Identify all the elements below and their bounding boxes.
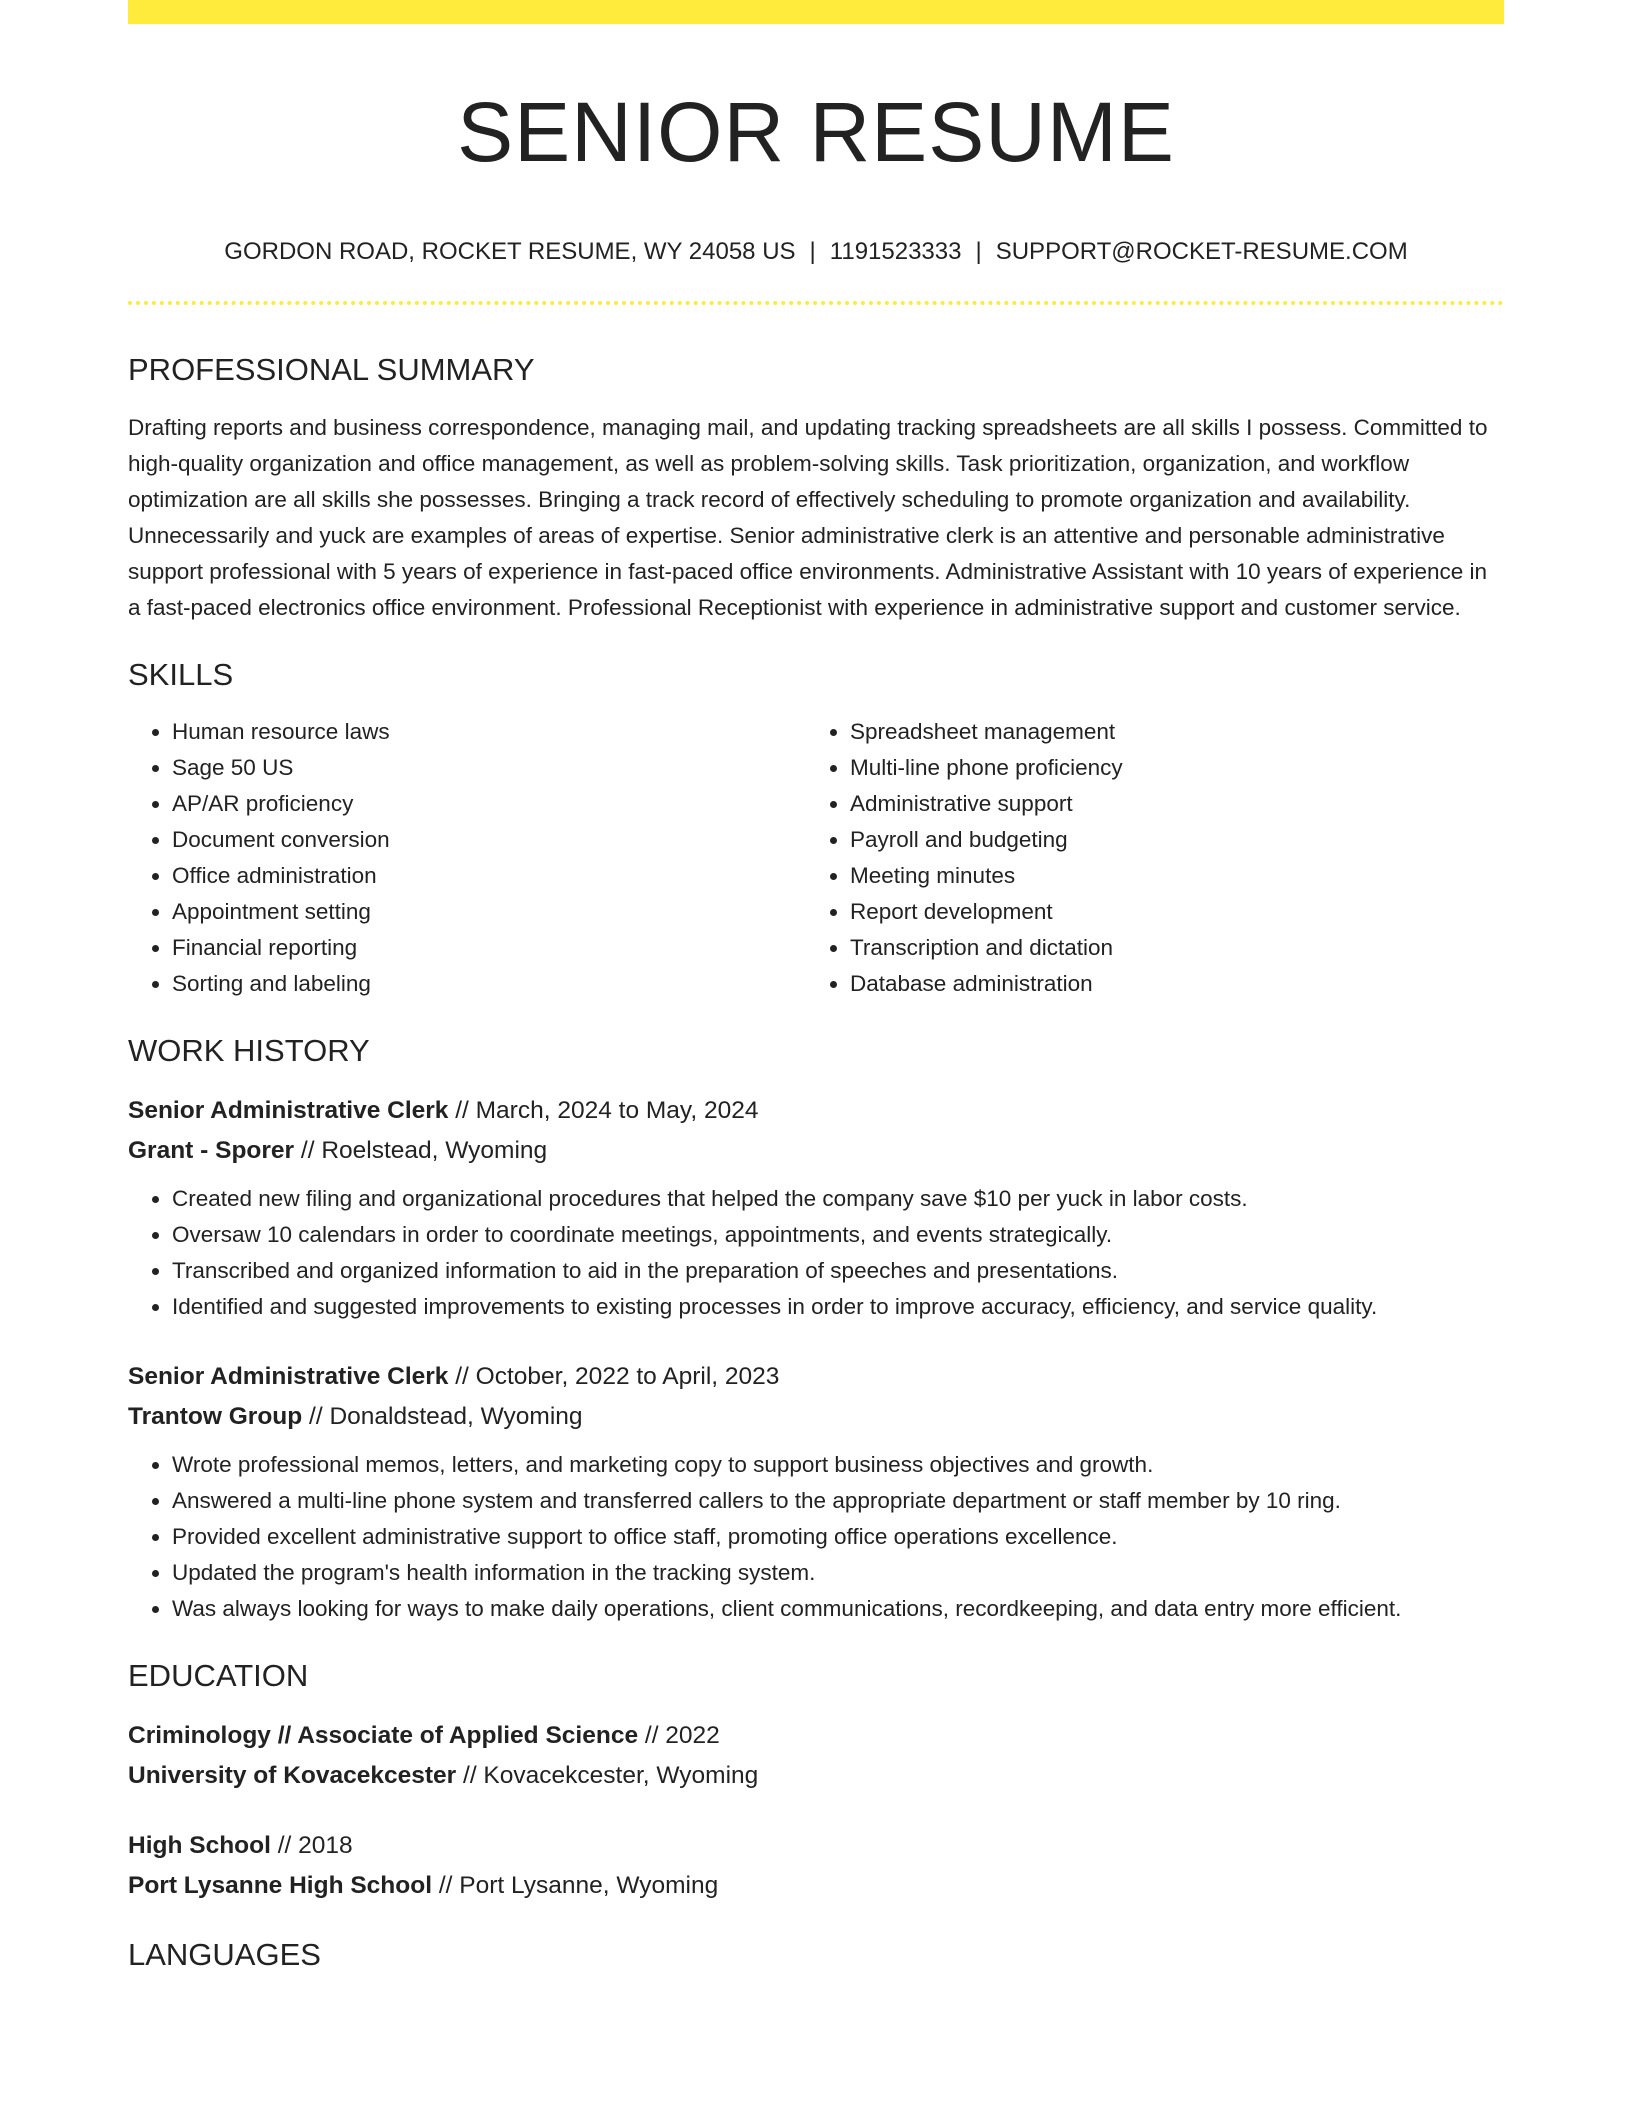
- dotted-divider: [128, 301, 1504, 305]
- resume-name: SENIOR RESUME: [457, 85, 1175, 179]
- education-school-line: [128, 1866, 1504, 1906]
- job-position: Senior Administrative Clerk: [128, 1362, 449, 1390]
- job-bullet: • Transcribed and organized information to aid in the preparation of speeches and presentations.: [172, 1253, 1504, 1289]
- contact-line: [128, 238, 1504, 267]
- job-location: // Donaldstead, Wyoming: [302, 1402, 583, 1430]
- skills-heading: SKILLS: [128, 657, 234, 693]
- skill-item: • Payroll and budgeting: [850, 822, 1484, 858]
- job-bullet: • Oversaw 10 calendars in order to coordinate meetings, appointments, and events strategically.: [172, 1217, 1504, 1253]
- skill-item: • Report development: [850, 894, 1484, 930]
- education-heading: EDUCATION: [128, 1657, 309, 1693]
- job-dates: // October, 2022 to April, 2023: [448, 1362, 780, 1390]
- education-year: // 2018: [270, 1831, 353, 1859]
- job-bullet: • Wrote professional memos, letters, and marketing copy to support business objectives and growth.: [172, 1447, 1504, 1483]
- job-dates: // March, 2024 to May, 2024: [448, 1096, 759, 1124]
- skill-item: • Appointment setting: [172, 894, 806, 930]
- job-company-line: [128, 1397, 1504, 1437]
- education-school: Port Lysanne High School: [128, 1871, 433, 1899]
- job-title-line: [128, 1091, 1504, 1131]
- languages-heading: LANGUAGES: [128, 1936, 321, 1972]
- skill-item: • Office administration: [172, 858, 806, 894]
- job-company: Grant - Sporer: [128, 1136, 295, 1164]
- job-company-line: [128, 1131, 1504, 1171]
- education-school-line: [128, 1756, 1504, 1796]
- education-degree: Criminology // Associate of Applied Science: [128, 1721, 639, 1749]
- resume-page: [128, 0, 1504, 1973]
- skill-item: • Transcription and dictation: [850, 930, 1484, 966]
- job-entry: [128, 1357, 1504, 1627]
- job-bullets: [128, 1181, 1504, 1325]
- skill-item: • Sorting and labeling: [172, 966, 806, 1002]
- job-company: Trantow Group: [128, 1402, 303, 1430]
- education-location: // Kovacekcester, Wyoming: [456, 1761, 759, 1789]
- skills-grid: [128, 714, 1504, 1002]
- education-entry: [128, 1716, 1504, 1796]
- skill-item: • AP/AR proficiency: [172, 786, 806, 822]
- job-bullet: • Was always looking for ways to make daily operations, client communications, recordkeeping, and data entry more efficient.: [172, 1591, 1504, 1627]
- summary-text: Drafting reports and business correspondence, managing mail, and updating tracking spreadsheets are all skills I possess. Committed to high-quality organization and office management, as well as problem-solving skills. Task prioritization, organization, and workflow optimization are all skills she possesses. Bringing a track record of effectively scheduling to promote organization and availability. Unnecessarily and yuck are examples of areas of expertise. Senior administrative clerk is an attentive and personable administrative support professional with 5 years of experience in fast-paced office environments. Administrative Assistant with 10 years of experience in a fast-paced electronics office environment. Professional Receptionist with experience in administrative support and customer service.: [128, 415, 1488, 621]
- job-bullet: • Answered a multi-line phone system and transferred callers to the appropriate department or staff member by 10 ring.: [172, 1483, 1504, 1519]
- job-bullet: • Created new filing and organizational procedures that helped the company save $10 per yuck in labor costs.: [172, 1181, 1504, 1217]
- education-degree-line: [128, 1826, 1504, 1866]
- skill-item: • Document conversion: [172, 822, 806, 858]
- skill-item: • Meeting minutes: [850, 858, 1484, 894]
- work-history-heading: WORK HISTORY: [128, 1032, 370, 1068]
- education-degree: High School: [128, 1831, 271, 1859]
- education-degree-line: [128, 1716, 1504, 1756]
- education-school: University of Kovacekcester: [128, 1761, 457, 1789]
- job-entry: [128, 1091, 1504, 1325]
- skill-item: • Database administration: [850, 966, 1484, 1002]
- accent-bar: [128, 0, 1504, 24]
- contact-phone: 1191523333: [829, 238, 962, 266]
- education-year: // 2022: [638, 1721, 720, 1749]
- job-bullets: [128, 1447, 1504, 1627]
- skill-item: • Spreadsheet management: [850, 714, 1484, 750]
- summary-heading: PROFESSIONAL SUMMARY: [128, 352, 535, 388]
- job-bullet: • Provided excellent administrative support to office staff, promoting office operations excellence.: [172, 1519, 1504, 1555]
- contact-address: GORDON ROAD, ROCKET RESUME, WY 24058 US: [224, 238, 796, 266]
- contact-email: SUPPORT@ROCKET-RESUME.COM: [995, 238, 1408, 266]
- skill-item: • Financial reporting: [172, 930, 806, 966]
- skill-item: • Multi-line phone proficiency: [850, 750, 1484, 786]
- skill-item: • Sage 50 US: [172, 750, 806, 786]
- contact-separator: |: [975, 238, 982, 266]
- job-bullet: • Updated the program's health information in the tracking system.: [172, 1555, 1504, 1591]
- education-location: // Port Lysanne, Wyoming: [432, 1871, 719, 1899]
- skill-item: • Administrative support: [850, 786, 1484, 822]
- skills-list-right: [806, 714, 1484, 1002]
- job-position: Senior Administrative Clerk: [128, 1096, 449, 1124]
- skills-list-left: [128, 714, 806, 1002]
- job-title-line: [128, 1357, 1504, 1397]
- job-bullet: • Identified and suggested improvements to existing processes in order to improve accuracy, efficiency, and service quality.: [172, 1289, 1504, 1325]
- job-location: // Roelstead, Wyoming: [294, 1136, 548, 1164]
- contact-separator: |: [809, 238, 816, 266]
- skill-item: • Human resource laws: [172, 714, 806, 750]
- education-entry: [128, 1826, 1504, 1906]
